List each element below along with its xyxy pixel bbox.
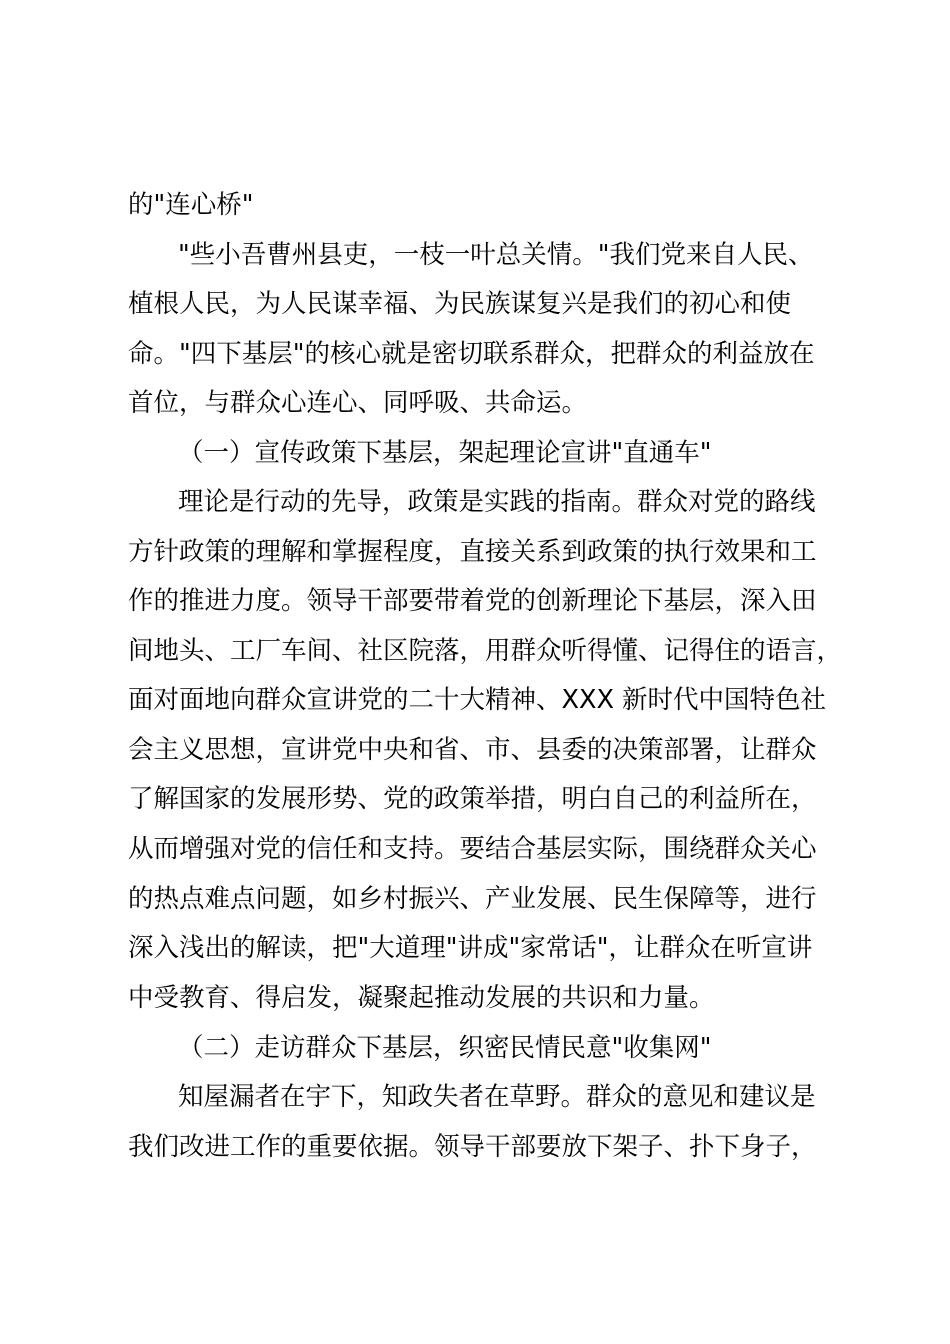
text-line: "些小吾曹州县吏，一枝一叶总关情。"我们党来自人民、: [178, 240, 814, 270]
text-line: 我们改进工作的重要依据。领导干部要放下架子、扑下身子，: [128, 1132, 817, 1162]
text-line: 理论是行动的先导，政策是实践的指南。群众对党的路线: [178, 487, 816, 517]
text-line: 中受教育、得启发，凝聚起推动发展的共识和力量。: [128, 983, 715, 1013]
text-line: 方针政策的理解和掌握程度，直接关系到政策的执行效果和工: [128, 537, 817, 567]
text-line: 的热点难点问题，如乡村振兴、产业发展、民生保障等，进行: [128, 884, 817, 914]
text-line: 的"连心桥": [128, 190, 254, 220]
text-line: 面对面地向群众宣讲党的二十大精神、XXX 新时代中国特色社: [128, 685, 827, 715]
text-line: 植根人民，为人民谋幸福、为民族谋复兴是我们的初心和使: [128, 289, 792, 319]
text-line: 间地头、工厂车间、社区院落，用群众听得懂、记得住的语言，: [128, 636, 843, 666]
text-line: 命。"四下基层"的核心就是密切联系群众，把群众的利益放在: [128, 339, 815, 369]
text-line: 首位，与群众心连心、同呼吸、共命运。: [128, 388, 588, 418]
text-line: 深入浅出的解读，把"大道理"讲成"家常话"，让群众在听宣讲: [128, 933, 813, 963]
text-line: 作的推进力度。领导干部要带着党的创新理论下基层，深入田: [128, 586, 817, 616]
text-line: 从而增强对党的信任和支持。要结合基层实际，围绕群众关心: [128, 834, 817, 864]
text-line: 会主义思想，宣讲党中央和省、市、县委的决策部署，让群众: [128, 735, 817, 765]
section-heading: （一）宣传政策下基层，架起理论宣讲"直通车": [178, 438, 712, 468]
section-heading: （二）走访群众下基层，织密民情民意"收集网": [178, 1033, 712, 1063]
text-line: 了解国家的发展形势、党的政策举措，明白自己的利益所在，: [128, 784, 817, 814]
text-line: 知屋漏者在宇下，知政失者在草野。群众的意见和建议是: [178, 1082, 816, 1112]
